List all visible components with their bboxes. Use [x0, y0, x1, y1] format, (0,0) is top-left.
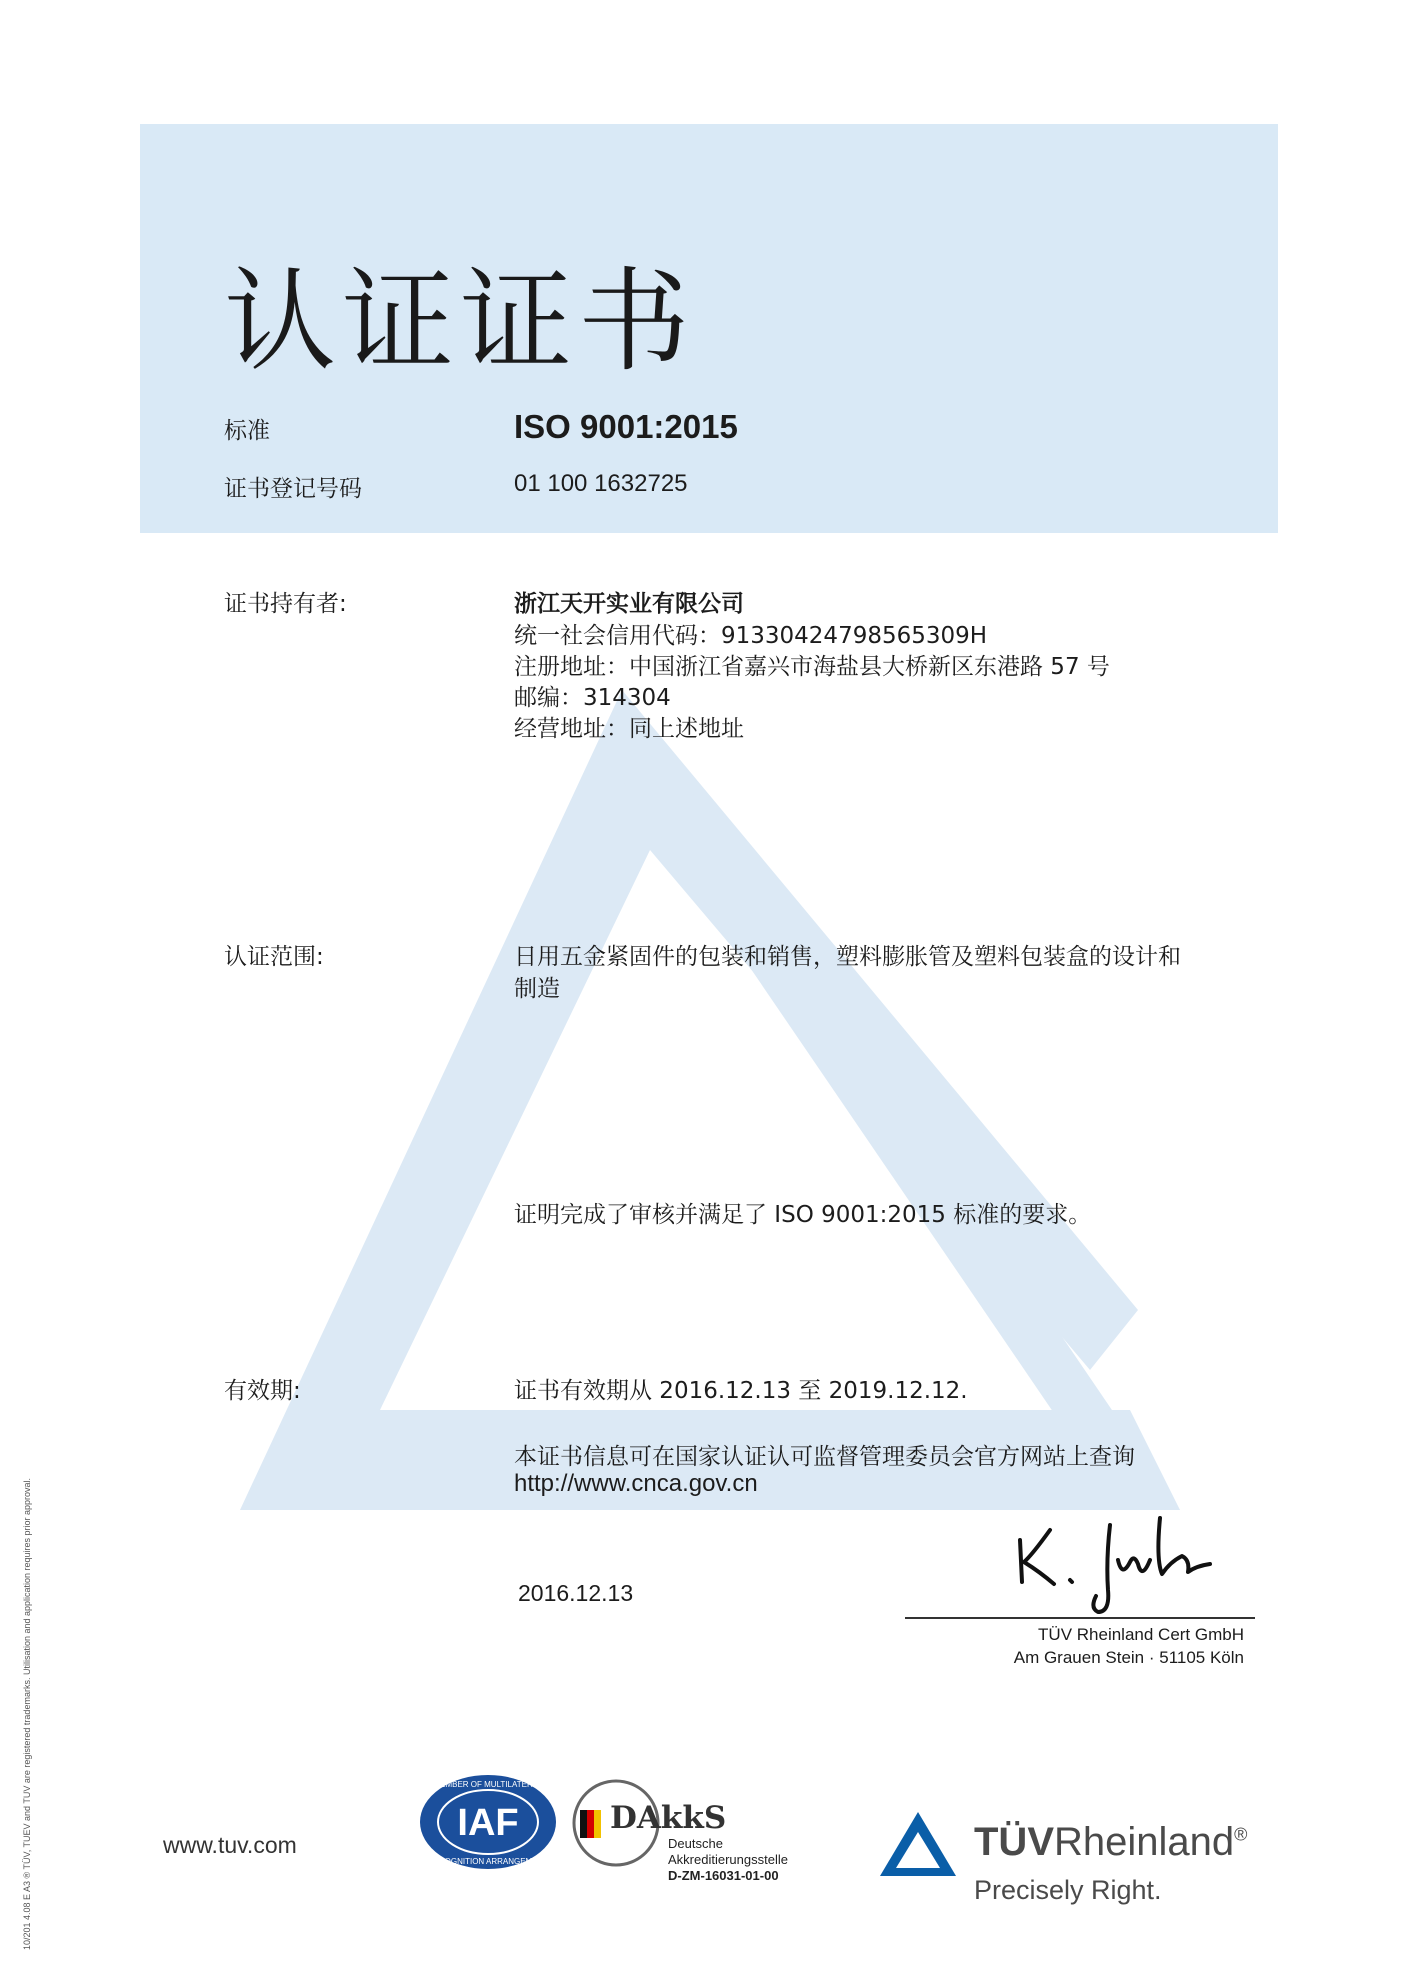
signature-line	[905, 1617, 1255, 1619]
query-url[interactable]: http://www.cnca.gov.cn	[514, 1470, 758, 1497]
issuer-address: Am Grauen Stein · 51105 Köln	[1013, 1648, 1244, 1667]
dakks-line-2: Akkreditierungsstelle	[668, 1852, 788, 1867]
dakks-line-3: D-ZM-16031-01-00	[668, 1868, 779, 1883]
issuer-name: TÜV Rheinland Cert GmbH	[1038, 1625, 1244, 1644]
standard-value: ISO 9001:2015	[514, 408, 738, 445]
iaf-logo	[418, 1772, 558, 1872]
scope-label: 认证范围:	[224, 944, 324, 970]
holder-registered-address: 注册地址：中国浙江省嘉兴市海盐县大桥新区东港路 57 号	[514, 654, 1110, 680]
iaf-logo-text: IAF	[457, 1802, 519, 1844]
tuv-triangle-logo	[878, 1810, 958, 1878]
tuv-brand-bold: TÜV	[974, 1820, 1054, 1864]
holder-business-address: 经营地址：同上述地址	[514, 716, 744, 742]
holder-credit-code: 统一社会信用代码：91330424798565309H	[514, 623, 988, 649]
registration-label: 证书登记号码	[224, 476, 362, 502]
side-trademark-note: 10/201 4.08 E A3 ® TÜV, TUEV and TUV are registered trademarks. Utilisation and application requires prior approval.	[22, 1477, 32, 1950]
registration-number: 01 100 1632725	[514, 470, 688, 497]
tuv-registered-mark: ®	[1234, 1824, 1248, 1845]
holder-company: 浙江天开实业有限公司	[514, 591, 744, 617]
query-text: 本证书信息可在国家认证认可监督管理委员会官方网站上查询	[514, 1444, 1135, 1470]
signature	[1010, 1500, 1220, 1620]
scope-line-1: 日用五金紧固件的包装和销售，塑料膨胀管及塑料包装盒的设计和	[514, 944, 1181, 970]
iaf-ring-top-text: MEMBER OF MULTILATERAL	[433, 1780, 543, 1789]
dakks-name: DAkkS	[610, 1800, 727, 1836]
issue-date: 2016.12.13	[518, 1580, 634, 1606]
validity-period: 证书有效期从 2016.12.13 至 2019.12.12.	[514, 1378, 968, 1404]
holder-postcode: 邮编：314304	[514, 685, 671, 711]
scope-line-2: 制造	[514, 976, 560, 1002]
standard-label: 标准	[224, 418, 270, 444]
validity-label: 有效期:	[224, 1378, 301, 1404]
holder-label: 证书持有者:	[224, 591, 347, 617]
tuv-brand	[974, 1820, 1247, 1865]
iaf-ring-bottom-text: RECOGNITION ARRANGEMENT	[427, 1857, 549, 1866]
dakks-line-1: Deutsche	[668, 1836, 723, 1851]
tuv-slogan: Precisely Right.	[974, 1875, 1162, 1905]
footer-website[interactable]: www.tuv.com	[163, 1832, 297, 1858]
tuv-brand-rest: Rheinland	[1054, 1820, 1235, 1864]
certificate-title: 认证证书	[224, 257, 696, 387]
compliance-statement: 证明完成了审核并满足了 ISO 9001:2015 标准的要求。	[514, 1202, 1092, 1228]
